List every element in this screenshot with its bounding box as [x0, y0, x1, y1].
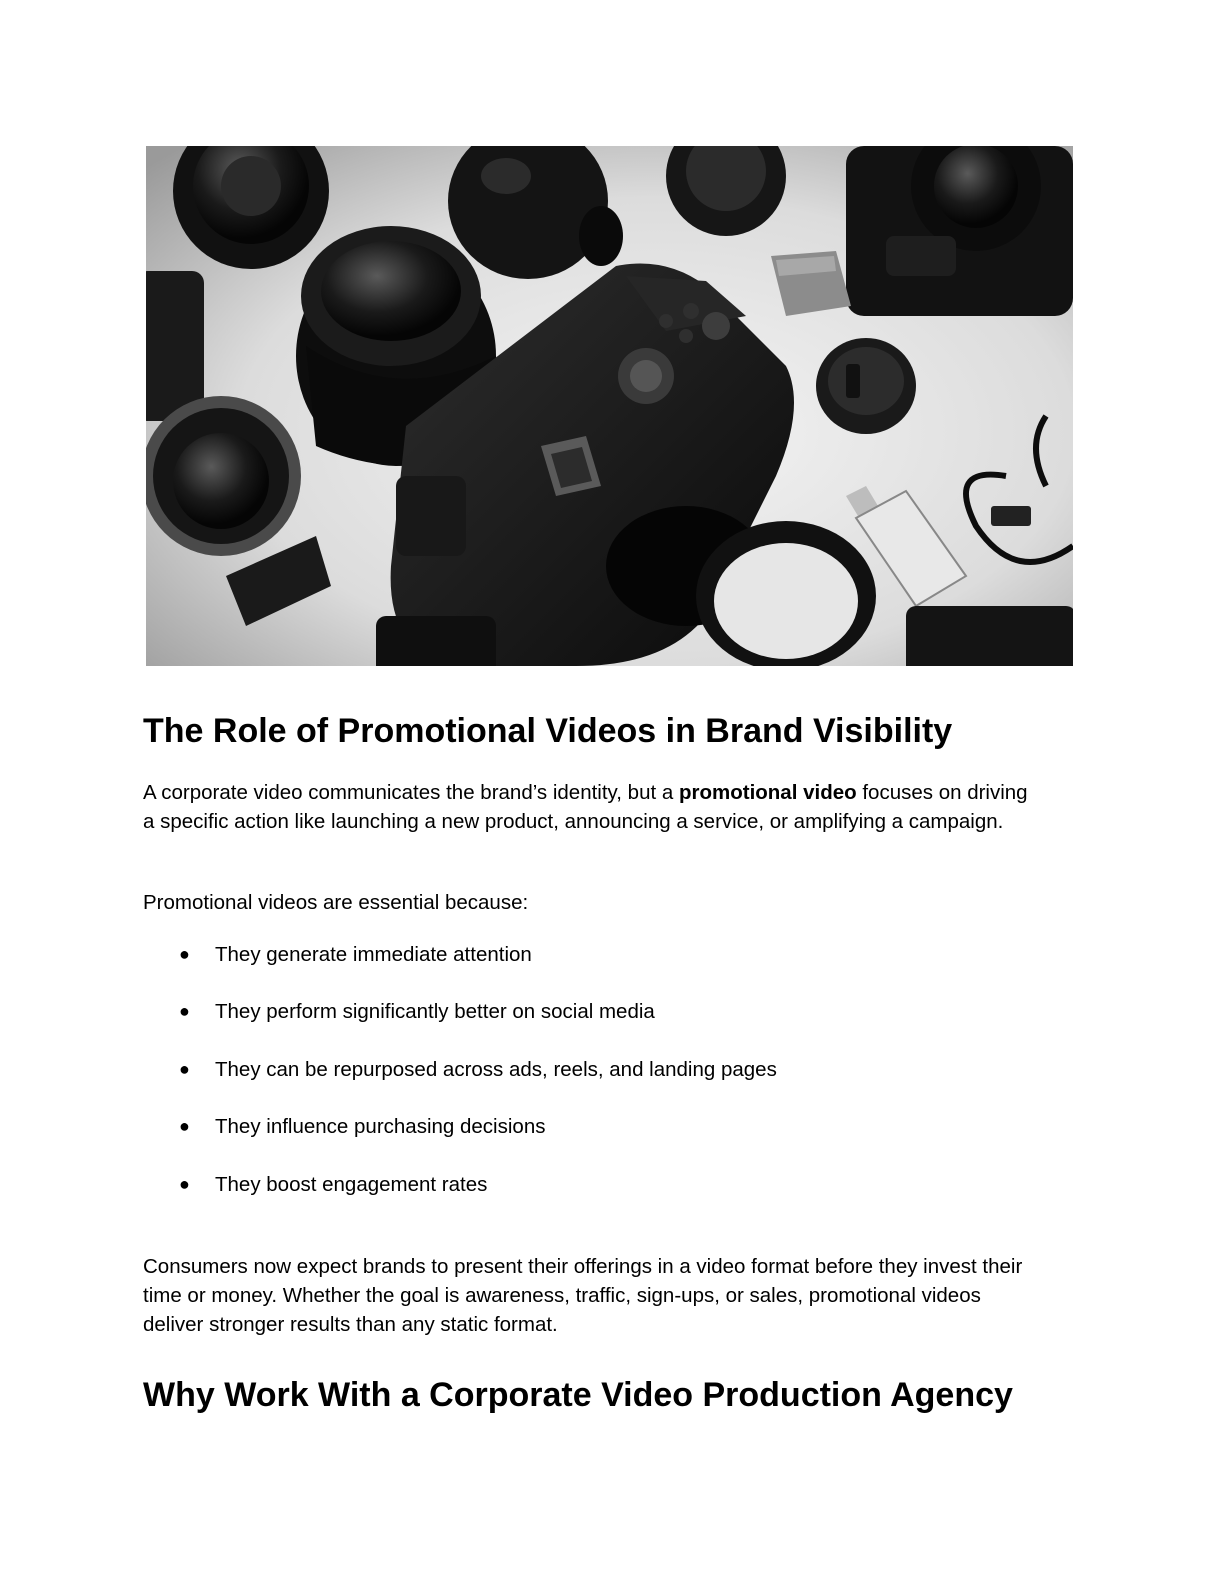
bullet-icon: ●	[179, 944, 190, 964]
usb-plug	[991, 506, 1031, 526]
lens-cap-right	[816, 338, 916, 434]
section-heading-agency: Why Work With a Corporate Video Production Agency	[143, 1376, 1013, 1414]
phone	[146, 271, 204, 421]
bullet-icon: ●	[179, 1116, 190, 1136]
bullet-icon: ●	[179, 1001, 190, 1021]
intro-paragraph: A corporate video communicates the brand’s identity, but a promotional video focuses on driving a specific action like launching a new product, announcing a service, or amplifying a campaign.	[143, 781, 1028, 833]
bullets-lead-paragraph: Promotional videos are essential because:	[143, 891, 529, 914]
section-heading-promotional-videos: The Role of Promotional Videos in Brand Visibility	[143, 712, 953, 750]
bullet-icon: ●	[179, 1059, 190, 1079]
battery	[906, 606, 1073, 666]
closing-paragraph: Consumers now expect brands to present their offerings in a video format before they invest their time or money. Whether the goal is awareness, traffic, sign-ups, or sales, promotional videos deliver stronger results than any static format.	[143, 1255, 1023, 1336]
camera-top-right	[846, 146, 1073, 316]
bottom-case	[376, 616, 496, 666]
filter-ring	[696, 521, 876, 666]
bullet-icon: ●	[179, 1174, 190, 1194]
camera-equipment-photo	[146, 146, 1073, 666]
